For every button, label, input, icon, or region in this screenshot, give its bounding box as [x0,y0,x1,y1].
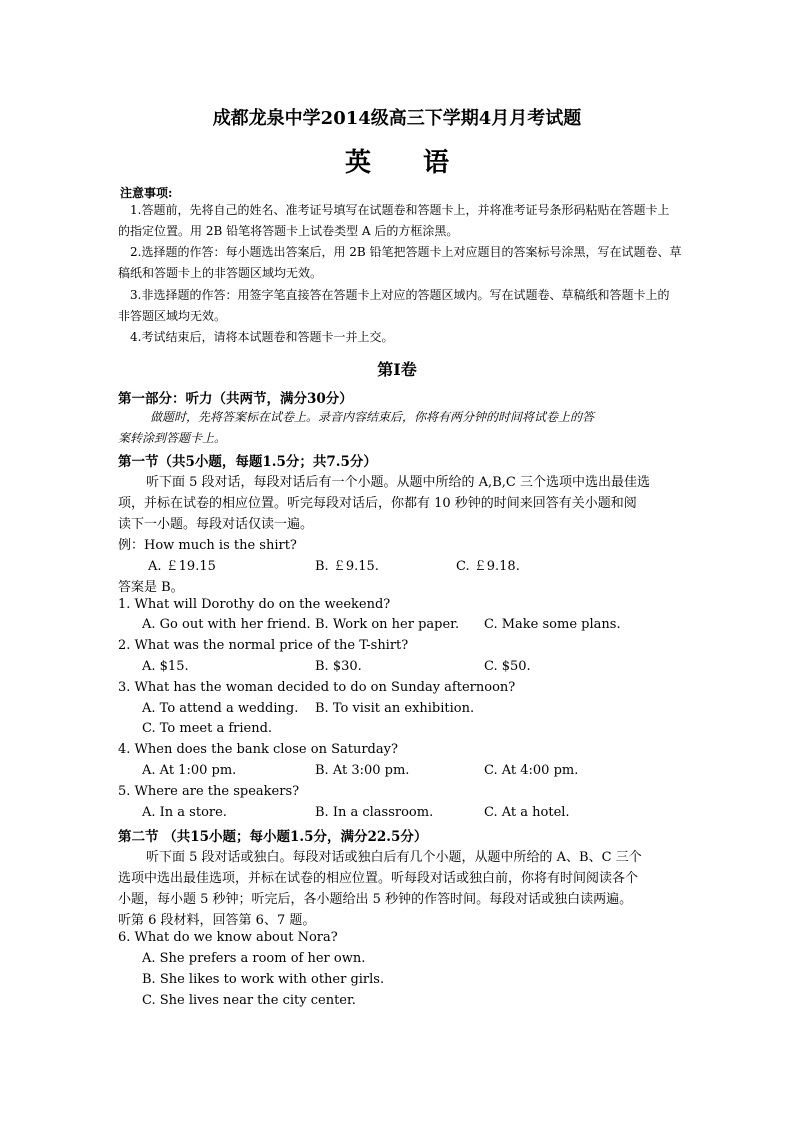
notice-line: 1.答题前，先将自己的姓名、准考证号填写在试题卷和答题卡上，并将准考证号条形码粘贴在答题卡上 [130,203,670,217]
exam-title: 成都龙泉中学2014级高三下学期4月月考试题 [212,108,582,129]
notice-line: 非答题区域均无效。 [118,309,227,323]
section2-material: 听第 6 段材料，回答第 6、7 题。 [118,913,316,928]
q1-option-b: B. Work on her paper. [315,617,460,632]
section1-directions: 读下一小题。每段对话仅读一遍。 [118,517,314,532]
question-5: 5. Where are the speakers? [118,784,300,799]
question-2: 2. What was the normal price of the T-shirt? [118,638,409,653]
q6-option-a: A. She prefers a room of her own. [142,951,366,966]
example-option-a: A. ￡19.15 [148,559,216,574]
q2-option-b: B. $30. [315,659,362,674]
example-option-c: C. ￡9.18. [456,559,520,574]
notice-line: 3.非选择题的作答：用签字笔直接答在答题卡上对应的答题区域内。写在试题卷、草稿纸和答题卡上的 [130,288,670,302]
section1-heading: 第一节（共5小题，每题1.5分；共7.5分） [118,454,377,470]
q5-option-c: C. At a hotel. [484,805,570,820]
q1-option-c: C. Make some plans. [484,617,621,632]
q1-option-a: A. Go out with her friend. [142,617,311,632]
section2-directions: 选项中选出最佳选项，并标在试卷的相应位置。听每段对话或独白前，你将有时间阅读各个 [118,871,639,886]
section1-directions: 听下面 5 段对话，每段对话后有一个小题。从题中所给的 A,B,C 三个选项中选出最佳选 [146,475,650,490]
example-question: 例：How much is the shirt? [118,538,297,553]
q4-option-c: C. At 4:00 pm. [484,763,579,778]
q3-option-c: C. To meet a friend. [142,721,273,736]
question-6: 6. What do we know about Nora? [118,930,338,945]
q3-option-b: B. To visit an exhibition. [315,701,475,716]
q3-option-a: A. To attend a wedding. [142,701,299,716]
q6-option-b: B. She likes to work with other girls. [142,972,385,987]
question-3: 3. What has the woman decided to do on Sunday afternoon? [118,680,516,695]
section2-directions: 听下面 5 段对话或独白。每段对话或独白后有几个小题，从题中所给的 A、B、C 三个 [146,850,642,865]
section1-directions: 项，并标在试卷的相应位置。听完每段对话后，你都有 10 秒钟的时间来回答有关小题和阅 [118,496,637,511]
part1-instruction: 做题时，先将答案标在试卷上。录音内容结束后，你将有两分钟的时间将试卷上的答 [150,410,595,424]
q5-option-b: B. In a classroom. [315,805,434,820]
q4-option-a: A. At 1:00 pm. [142,763,237,778]
subject-title: 英语 [344,148,501,178]
question-4: 4. When does the bank close on Saturday? [118,742,398,757]
notice-line: 稿纸和答题卡上的非答题区域均无效。 [118,266,323,280]
example-answer: 答案是 B。 [118,580,184,595]
q6-option-c: C. She lives near the city center. [142,993,356,1008]
q2-option-c: C. $50. [484,659,531,674]
q2-option-a: A. $15. [142,659,189,674]
q5-option-a: A. In a store. [142,805,227,820]
notice-heading: 注意事项: [120,186,173,200]
notice-line: 4.考试结束后，请将本试题卷和答题卡一并上交。 [130,330,394,344]
notice-line: 2.选择题的作答：每小题选出答案后，用 2B 铅笔把答题卡上对应题目的答案标号涂黑，写在试题卷、草 [130,245,682,259]
section2-directions: 小题，每小题 5 秒钟；听完后，各小题给出 5 秒钟的作答时间。每段对话或独白读两遍。 [118,892,633,907]
part1-heading: 第一部分：听力（共两节，满分30分） [118,391,353,407]
question-1: 1. What will Dorothy do on the weekend? [118,597,391,612]
volume-heading: 第Ⅰ卷 [377,360,417,379]
notice-line: 的指定位置。用 2B 铅笔将答题卡上试卷类型 A 后的方框涂黑。 [118,224,459,238]
example-option-b: B. ￡9.15. [315,559,379,574]
section2-heading: 第二节 （共15小题；每小题1.5分，满分22.5分） [118,829,428,845]
q4-option-b: B. At 3:00 pm. [315,763,410,778]
part1-instruction: 案转涂到答题卡上。 [118,431,227,445]
